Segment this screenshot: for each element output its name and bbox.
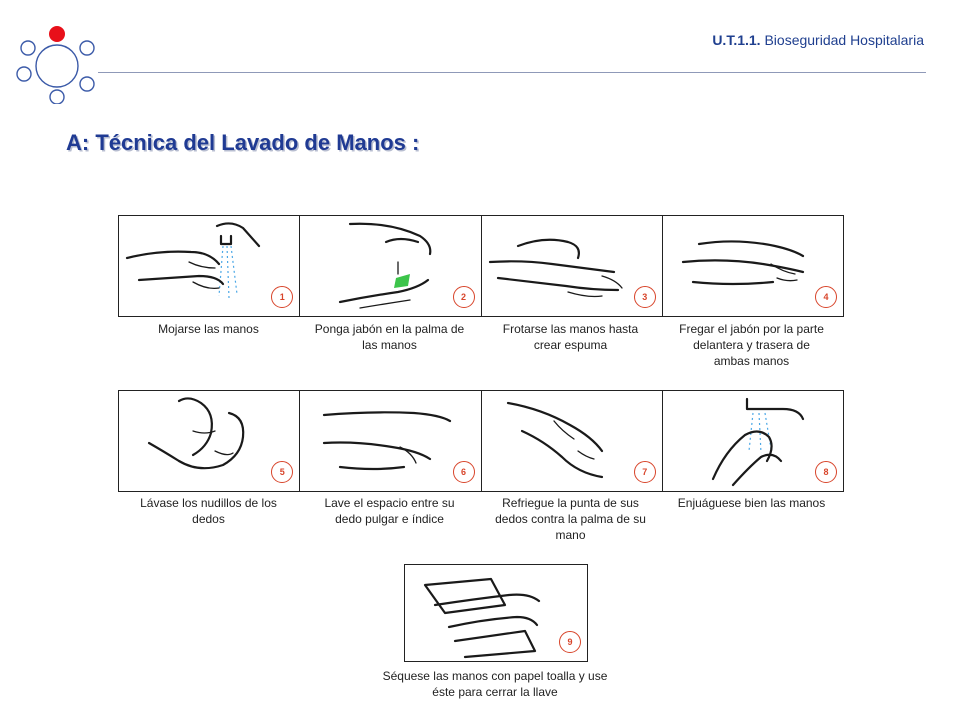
header-divider <box>98 72 926 73</box>
step-badge-4: 4 <box>815 286 837 308</box>
step-caption-7: Refriegue la punta de sus dedos contra la palma de su mano <box>495 496 646 542</box>
step-panel-9 <box>404 564 588 662</box>
step-badge-9: 9 <box>559 631 581 653</box>
step-panel-4 <box>662 216 843 316</box>
step-panel-7 <box>481 391 662 491</box>
step-caption-9: Séquese las manos con papel toalla y use éste para cerrar la llave <box>382 669 608 699</box>
step-panel-8 <box>662 391 843 491</box>
step-caption-8: Enjuáguese bien las manos <box>677 496 826 510</box>
step-badge-7: 7 <box>634 461 656 483</box>
logo-circles-icon <box>14 22 100 104</box>
page-title: A: Técnica del Lavado de Manos : <box>66 130 420 155</box>
step-panel-1 <box>119 216 299 316</box>
step-badge-6: 6 <box>453 461 475 483</box>
step-badge-8: 8 <box>815 461 837 483</box>
step-badge-3: 3 <box>634 286 656 308</box>
step-badge-2: 2 <box>453 286 475 308</box>
step-panel-5 <box>119 391 299 491</box>
step-caption-6: Lave el espacio entre su dedo pulgar e índice <box>324 496 455 526</box>
steps-row-2 <box>118 390 844 492</box>
steps-row-1 <box>118 215 844 317</box>
step-badge-1: 1 <box>271 286 293 308</box>
step-caption-1: Mojarse las manos <box>158 322 259 336</box>
step-badge-5: 5 <box>271 461 293 483</box>
step-panel-6 <box>299 391 480 491</box>
header-subject: Bioseguridad Hospitalaria <box>764 32 924 48</box>
step-caption-4: Fregar el jabón por la parte delantera y trasera de ambas manos <box>679 322 824 368</box>
step-caption-3: Frotarse las manos hasta crear espuma <box>502 322 639 352</box>
step-caption-2: Ponga jabón en la palma de las manos <box>314 322 465 352</box>
captions-row-1 <box>118 321 842 369</box>
header-label <box>712 32 924 48</box>
step-panel-2 <box>299 216 480 316</box>
step-panel-3 <box>481 216 662 316</box>
step-caption-5: Lávase los nudillos de los dedos <box>140 496 277 526</box>
header-code: U.T.1.1. <box>712 32 761 48</box>
captions-row-2 <box>118 495 842 543</box>
